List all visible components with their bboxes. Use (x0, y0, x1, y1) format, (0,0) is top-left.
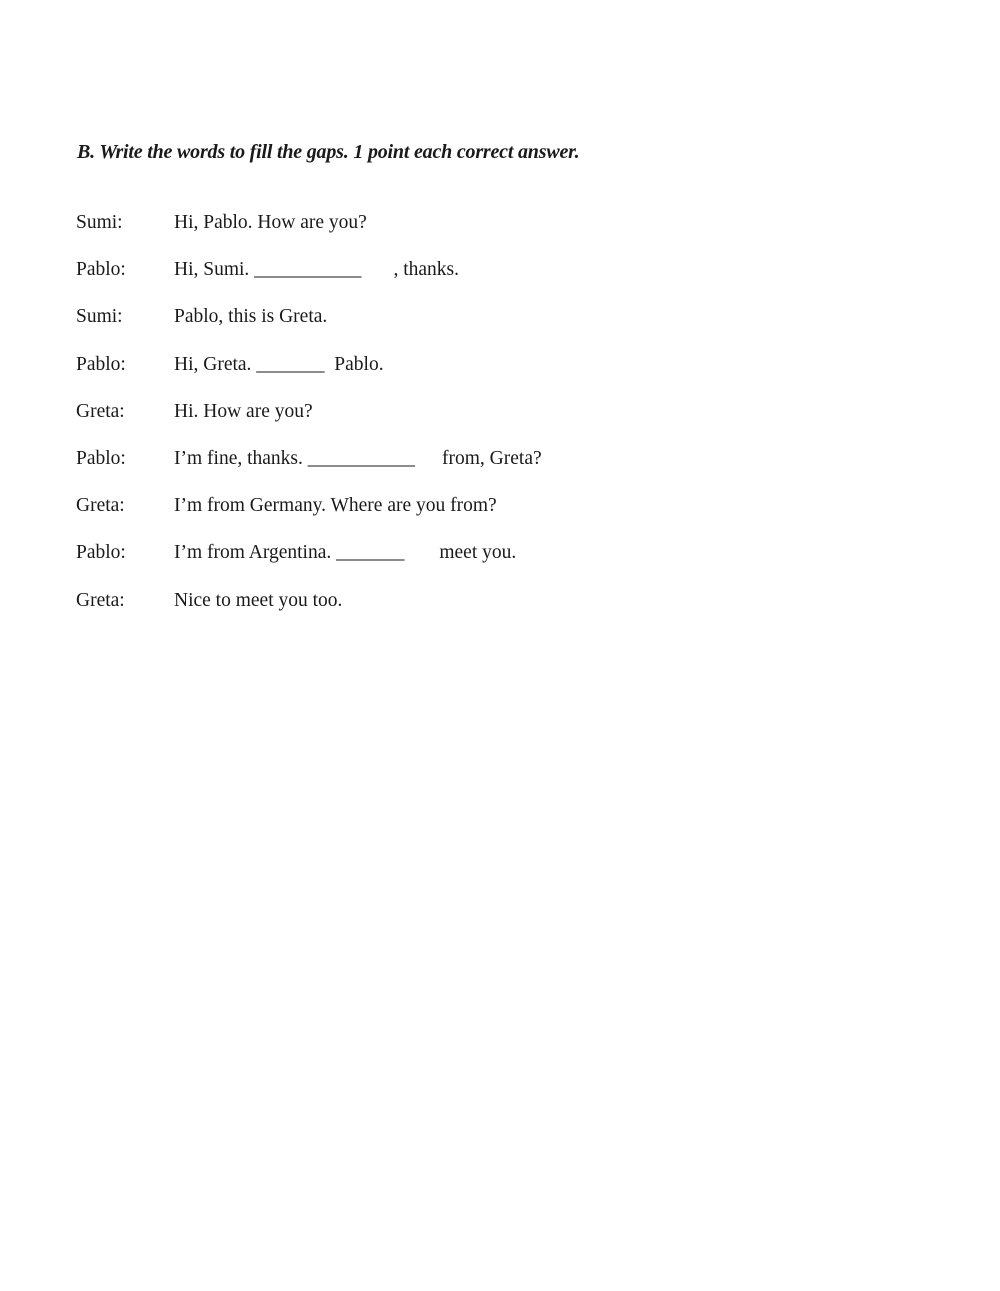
utterance (174, 445, 542, 472)
utterance-text: I’m from Argentina. _______ (174, 542, 405, 564)
speaker-name: Greta: (76, 495, 125, 517)
speaker-name: Pablo: (76, 259, 126, 281)
utterance (174, 256, 459, 283)
utterance (174, 539, 516, 566)
dialogue-line (76, 492, 956, 539)
utterance-text: Hi, Sumi. ___________ (174, 259, 362, 281)
utterance-text: from, Greta? (442, 447, 542, 469)
speaker-name: Sumi: (76, 212, 123, 233)
utterance-text: Nice to meet you too. (174, 589, 343, 611)
utterance (174, 303, 327, 330)
speaker-name: Greta: (76, 400, 125, 422)
dialogue-line (76, 445, 956, 492)
utterance (174, 492, 497, 519)
utterance-text: Hi, Greta. _______ Pablo. (174, 353, 384, 375)
utterance (174, 351, 384, 378)
speaker-name: Pablo: (76, 542, 126, 564)
utterance-text: , thanks. (393, 259, 459, 281)
exercise-instruction: B. Write the words to fill the gaps. 1 point each correct answer. (77, 141, 580, 163)
dialogue-line (76, 303, 956, 350)
dialogue-line (76, 587, 956, 634)
utterance-text: meet you. (439, 542, 517, 564)
utterance-text: I’m fine, thanks. ___________ (174, 447, 416, 469)
speaker-name: Sumi: (76, 306, 123, 328)
dialogue-line (76, 209, 956, 256)
utterance-text: Hi. How are you? (174, 400, 313, 422)
utterance (174, 209, 367, 236)
utterance-text: Hi, Pablo. How are you? (174, 212, 367, 233)
utterance-text: I’m from Germany. Where are you from? (174, 495, 497, 517)
speaker-name: Pablo: (76, 353, 126, 375)
dialogue (76, 209, 956, 634)
utterance (174, 587, 342, 614)
speaker-name: Pablo: (76, 447, 126, 469)
dialogue-line (76, 256, 956, 303)
speaker-name: Greta: (76, 589, 125, 611)
utterance-text: Pablo, this is Greta. (174, 306, 328, 328)
dialogue-line (76, 351, 956, 398)
dialogue-line (76, 539, 956, 586)
dialogue-line (76, 398, 956, 445)
utterance (174, 398, 313, 425)
